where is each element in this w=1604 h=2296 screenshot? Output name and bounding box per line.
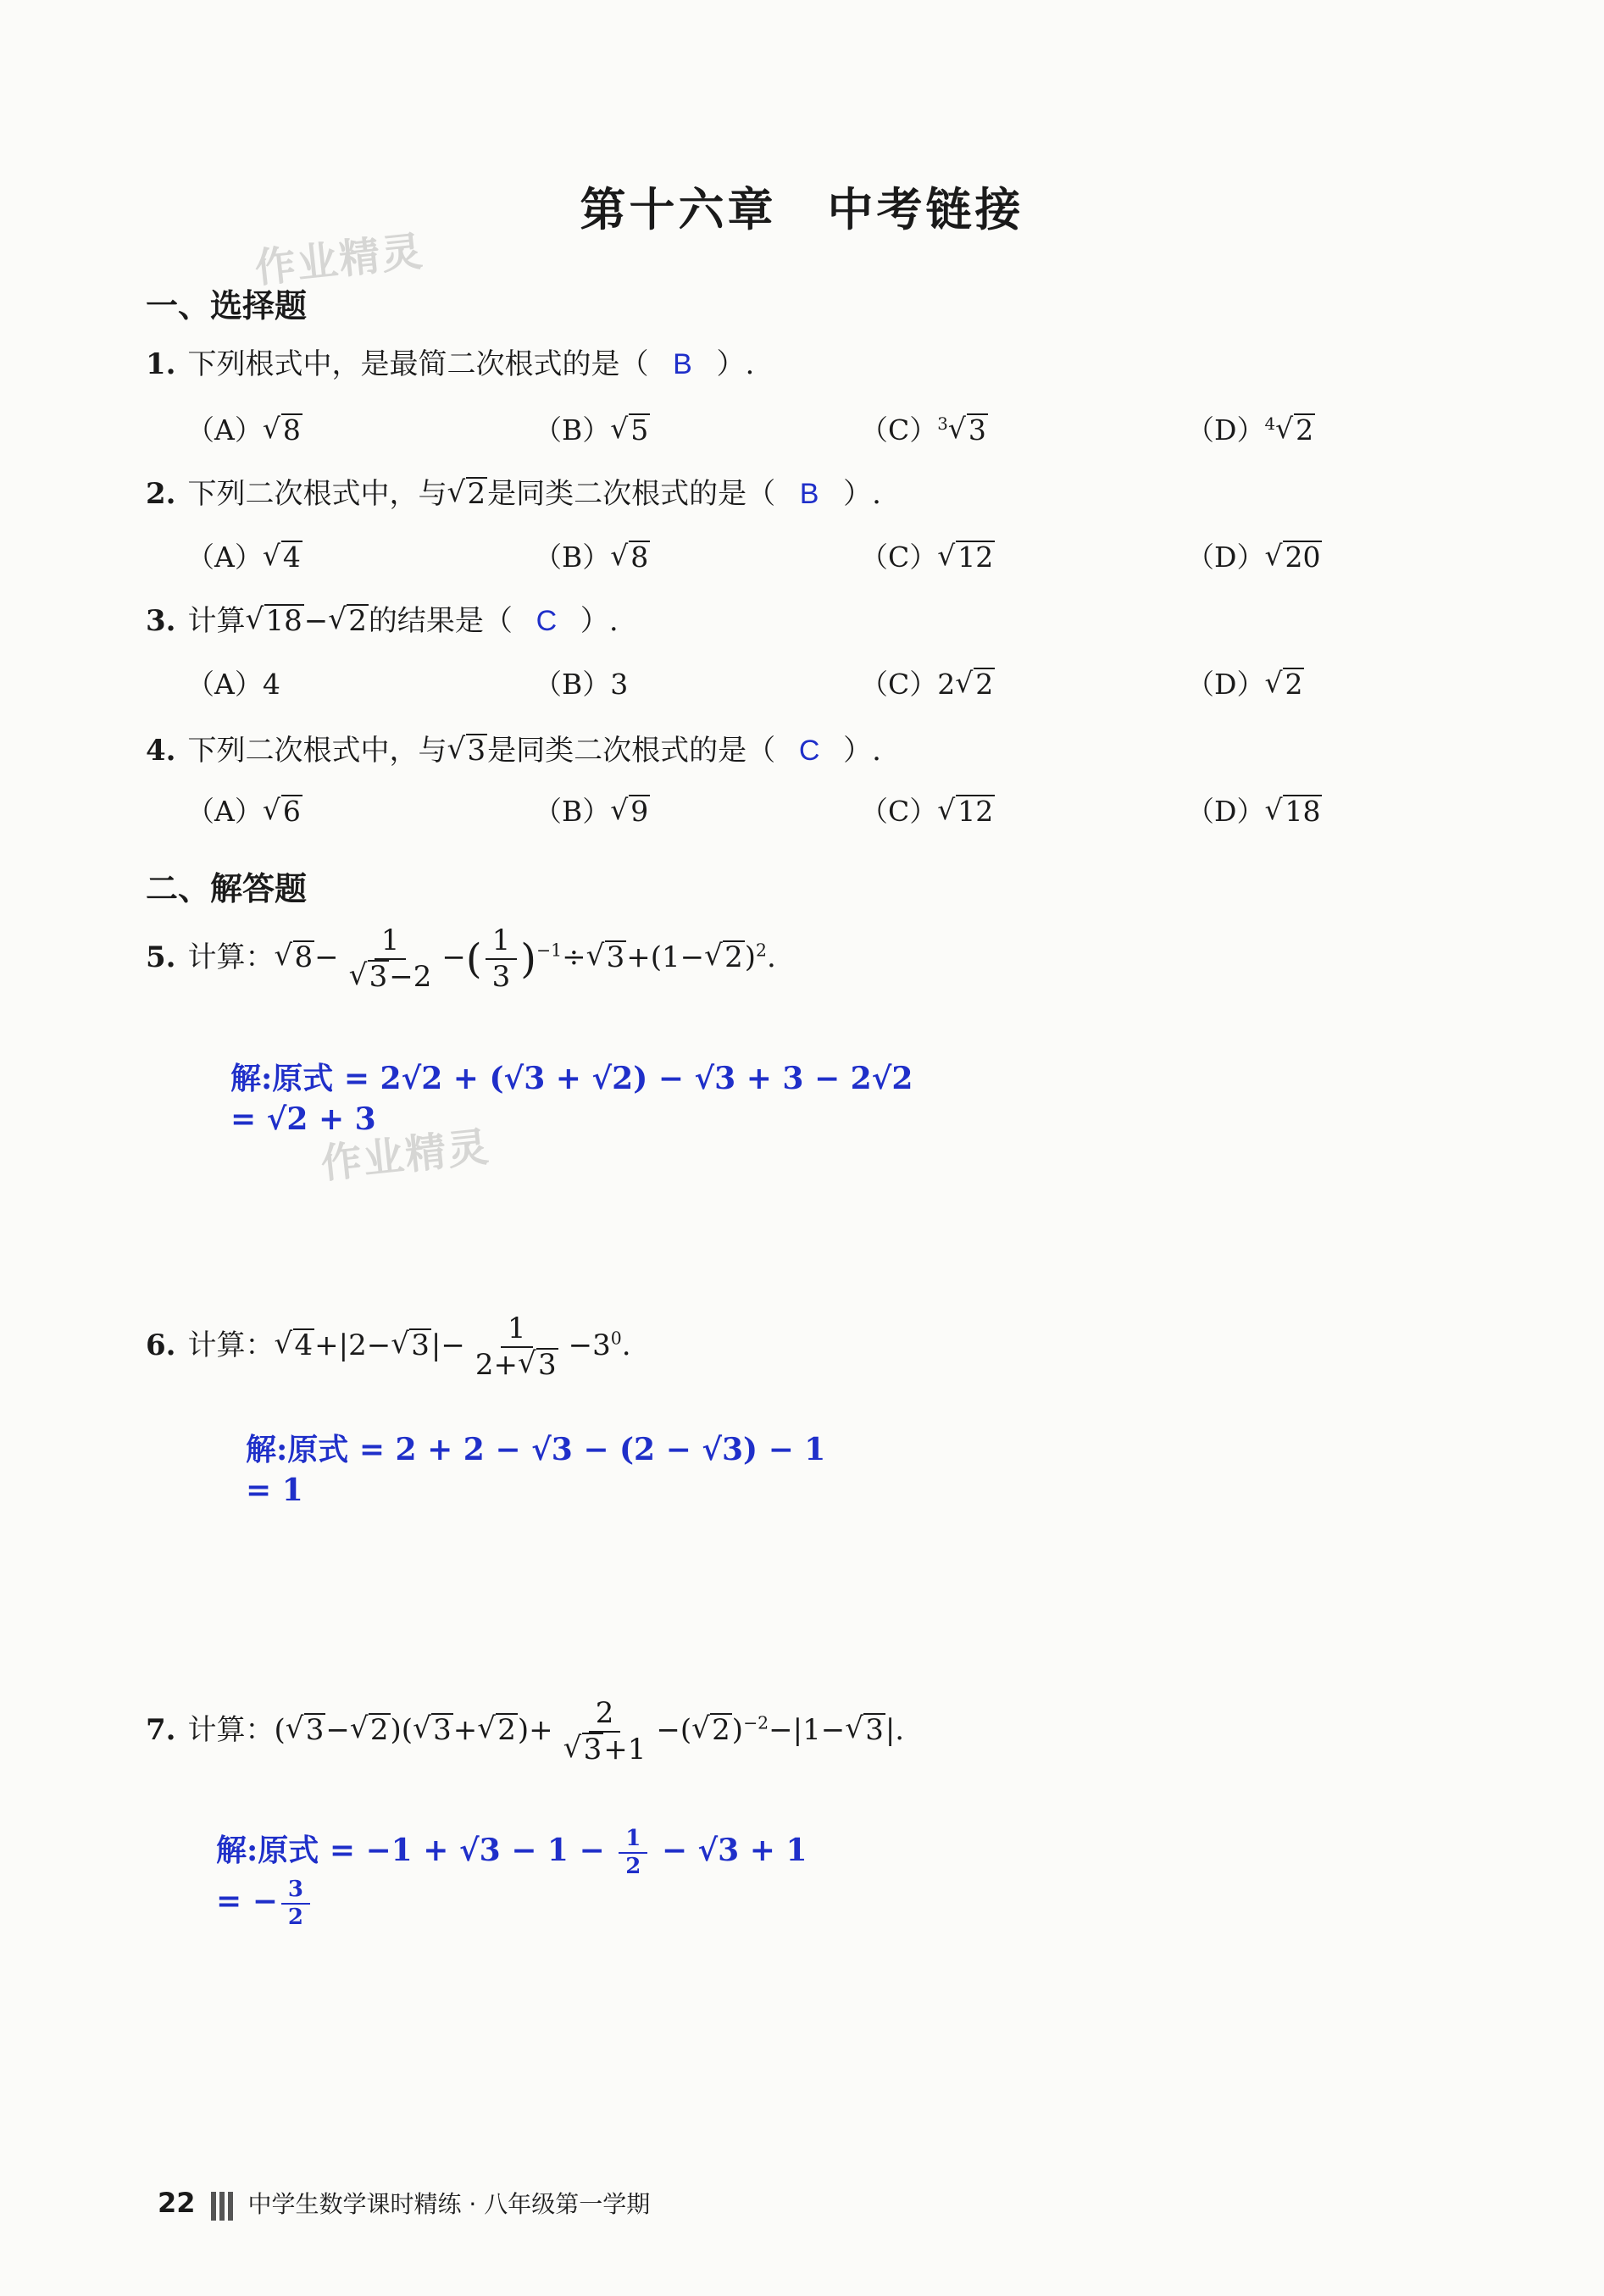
page-number: 22 [158, 2187, 196, 2219]
q2-option-d: （D）√ 20 [1186, 535, 1322, 575]
question-text: 下列根式中，是最简二次根式的是（ [187, 347, 649, 381]
watermark: 作业精灵 [253, 227, 426, 293]
question-4: 4. 下列二次根式中，与√ 3是同类二次根式的是（ C ）. [146, 727, 881, 768]
q1-option-a: （A）√ 8 [186, 408, 302, 448]
q5-solution-line-2: = √2 + 3 [230, 1101, 376, 1137]
q3-option-d: （D）√ 2 [1186, 663, 1304, 702]
answer: C [536, 605, 558, 637]
decorative-bars [211, 2191, 236, 2221]
q7-solution-line-1: 解:原式 = −1 + √3 − 1 − $\frac{1}{2}$ − √3 + 1 [216, 1826, 808, 1880]
q2-option-b: （B）√ 8 [534, 535, 650, 575]
q6-solution-line-2: = 1 [246, 1472, 303, 1508]
question-5: 5. 计算：√ 8− 1 √ 3−2 −( $\frac{1}{3}$ )$^{-1}$÷√ 3+(1−√ 2)$^2$. [146, 923, 776, 995]
section-choice: 一、选择题 [146, 287, 308, 324]
book-title: 中学生数学课时精练 · 八年级第一学期 [247, 2190, 651, 2218]
q5-solution-line-1: 解:原式 = 2√2 + (√3 + √2) − √3 + 3 − 2√2 [230, 1061, 913, 1096]
q1-option-d: $(D)^4√$ 2 [1186, 408, 1315, 448]
q7-solution-line-2: = − $\frac{3}{2}$ [216, 1877, 314, 1931]
question-6: 6. 计算：√ 4+|2−√ 3|− $\frac{1}{2+√ 3}$ $-3^0$. [146, 1312, 631, 1383]
topic-label: 中考链接 [827, 182, 1024, 236]
q3-option-a: （A）4 [186, 668, 280, 701]
q3-option-b: （B）3 [534, 668, 629, 701]
answer: C [798, 735, 820, 767]
answer: B [673, 348, 692, 380]
q4-option-d: （D）√ 18 [1186, 790, 1322, 829]
q4-option-c: （C）√ 12 [860, 790, 995, 829]
q4-option-b: （B）√ 9 [534, 790, 650, 829]
page-footer [158, 2186, 650, 2221]
q3-option-c: （C）2√ 2 [860, 663, 995, 702]
q2-option-a: （A）√ 4 [186, 535, 302, 575]
question-1 [146, 341, 754, 382]
q1-option-c: $(C)^3√$ 3 [860, 408, 988, 448]
question-2: 2. 下列二次根式中，与√ 2是同类二次根式的是（ B ）. [146, 470, 881, 512]
watermark: 作业精灵 [319, 1123, 492, 1189]
question-3: 3. 计算√ 18−√ 2的结果是（ C ）. [146, 597, 619, 639]
answer: B [799, 478, 819, 510]
q2-option-c: （C）√ 12 [860, 535, 995, 575]
q4-option-a: （A）√ 6 [186, 790, 302, 829]
question-number: 1. [146, 347, 176, 381]
question-7: 7. 计算：(√ 3−√ 2)(√ 3+√ 2)+ 2 √ 3+1 −(√ 2)$^{-2}$−|1−√ 3|. [146, 1696, 904, 1767]
q1-option-b: （B）√ 5 [534, 408, 650, 448]
q6-solution-line-1: 解:原式 = 2 + 2 − √3 − (2 − √3) − 1 [246, 1432, 826, 1467]
chapter-label: 第十六章 [580, 182, 777, 236]
section-answer: 二、解答题 [146, 870, 308, 907]
page-title [0, 174, 1604, 239]
question-text: ）. [716, 347, 755, 381]
